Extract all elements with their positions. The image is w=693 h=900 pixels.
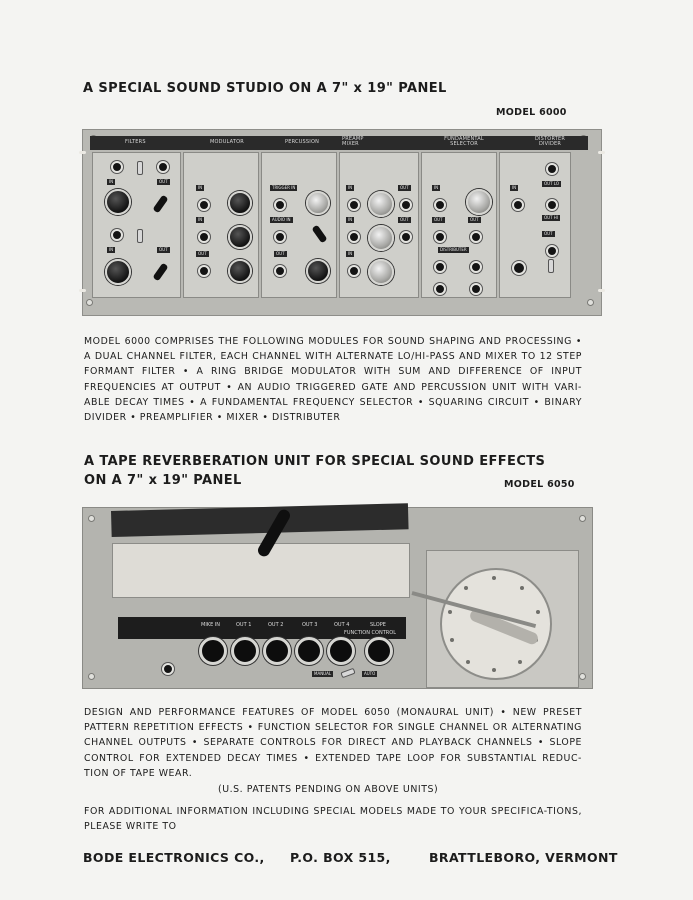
panel-screw	[587, 299, 594, 306]
section2-description: DESIGN AND PERFORMANCE FEATURES OF MODEL 6050 (MONAURAL UNIT) • NEW PRESET PATTERN REPETITION EFFECTS • FUNCTION SELECTOR FOR SINGLE CHANNEL OR ALTERNATING CHANNEL OUTPUTS • SEPARATE CONTROLS FOR DIRECT AND PLAYBACK CHANNELS • SLOPE CONTROL FOR EXTENDED DECAY TIMES • EXTENDED TAPE LOOP FOR SUBSTANTIAL REDUC-TION OF TAPE WEAR.	[84, 707, 582, 779]
audio-in-label: AUDIO IN	[272, 217, 291, 222]
input-jack	[434, 199, 446, 211]
module-distorter-divider	[499, 152, 571, 298]
control-label-strip	[118, 617, 406, 639]
in-label: IN	[348, 185, 353, 190]
out-4-knob	[327, 637, 355, 665]
toggle-switch	[137, 229, 143, 243]
module-preamp-mixer	[339, 152, 419, 298]
toggle-switch	[137, 161, 143, 175]
tape-transport-cover	[111, 503, 409, 537]
output-jack	[400, 231, 412, 243]
input-jack	[111, 161, 123, 173]
function-toggle	[340, 668, 355, 678]
out-1-label: OUT 1	[236, 622, 252, 628]
module-label-fundamental-selector: FUNDAMENTAL SELECTOR	[444, 136, 484, 147]
percussion-knob	[306, 191, 330, 215]
input-jack	[348, 231, 360, 243]
out-lo-label: OUT LO	[544, 181, 560, 186]
modulator-knob	[228, 191, 252, 215]
out-2-knob	[263, 637, 291, 665]
reel-hole	[520, 586, 524, 590]
output-jack	[434, 231, 446, 243]
contact-text: FOR ADDITIONAL INFORMATION INCLUDING SPECIAL MODELS MADE TO YOUR SPECIFICA-TIONS, PLEASE WRITE TO	[84, 806, 582, 833]
company-name: BODE ELECTRONICS CO.,	[83, 850, 265, 865]
in-label: IN	[198, 217, 203, 222]
model-6000-panel-photo	[82, 129, 602, 316]
input-jack	[111, 229, 123, 241]
output-jack	[546, 199, 558, 211]
in-label: IN	[198, 185, 203, 190]
slope-knob	[365, 637, 393, 665]
reel-hole	[464, 586, 468, 590]
in-label: IN	[512, 185, 517, 190]
filter-lever	[152, 263, 168, 282]
out-hi-label: OUT HI	[544, 215, 558, 220]
module-filters	[92, 152, 181, 298]
in-label: IN	[348, 251, 353, 256]
output-jack	[400, 199, 412, 211]
module-label-modulator: MODULATOR	[210, 139, 244, 145]
input-jack	[546, 163, 558, 175]
out-3-knob	[295, 637, 323, 665]
section2-title-line2: ON A 7" x 19" PANEL	[84, 473, 242, 488]
output-jack	[198, 265, 210, 277]
module-label-filters: FILTERS	[125, 139, 146, 145]
reel-hole	[536, 610, 540, 614]
reel-hole	[448, 610, 452, 614]
rack-ear-notch	[598, 289, 605, 292]
model-6050-panel-photo	[82, 507, 593, 689]
out-label: OUT	[276, 251, 285, 256]
mike-in-label: MIKE IN	[201, 622, 221, 628]
percussion-lever	[311, 225, 327, 244]
filter-lever	[152, 195, 168, 214]
input-jack	[198, 199, 210, 211]
input-jack	[348, 199, 360, 211]
module-title-bar	[90, 136, 588, 150]
input-jack	[512, 199, 524, 211]
po-box: P.O. BOX 515,	[290, 850, 391, 865]
out-label: OUT	[159, 179, 168, 184]
toggle-switch	[548, 259, 554, 273]
trigger-in-label: TRIGGER IN	[272, 185, 296, 190]
trigger-jack	[274, 199, 286, 211]
panel-screw	[88, 673, 95, 680]
panel-screw	[579, 673, 586, 680]
in-label: IN	[348, 217, 353, 222]
module-label-preamp-mixer: PREAMP MIXER	[342, 136, 364, 147]
module-modulator	[183, 152, 259, 298]
reel-hole	[518, 660, 522, 664]
panel-jack	[162, 663, 174, 675]
out-label: OUT	[400, 217, 409, 222]
out-label: OUT	[400, 185, 409, 190]
mike-in-knob	[199, 637, 227, 665]
out-label: OUT	[434, 217, 443, 222]
section1-title: A SPECIAL SOUND STUDIO ON A 7" x 19" PANEL	[83, 81, 447, 96]
input-jack	[198, 231, 210, 243]
manual-label: MANUAL	[314, 671, 332, 676]
section2-model-number: MODEL 6050	[504, 479, 575, 490]
selector-knob	[466, 189, 492, 215]
distributer-label: DISTRIBUTER	[440, 247, 467, 252]
module-percussion	[261, 152, 337, 298]
auto-label: AUTO	[364, 671, 376, 676]
panel-screw	[86, 299, 93, 306]
out-4-label: OUT 4	[334, 622, 350, 628]
function-control-label: FUNCTION CONTROL	[344, 630, 396, 636]
module-fundamental-selector	[421, 152, 497, 298]
rack-ear-notch	[79, 151, 86, 154]
section1-model-number: MODEL 6000	[496, 107, 567, 118]
output-jack	[546, 245, 558, 257]
panel-screw	[88, 515, 95, 522]
distributer-jack	[470, 283, 482, 295]
in-label: IN	[109, 247, 114, 252]
distributer-jack	[434, 261, 446, 273]
audio-jack	[274, 231, 286, 243]
patents-note: (U.S. PATENTS PENDING ON ABOVE UNITS)	[218, 784, 439, 795]
output-jack	[470, 231, 482, 243]
section1-description: MODEL 6000 COMPRISES THE FOLLOWING MODULES FOR SOUND SHAPING AND PROCESSING • A DUAL CHANNEL FILTER, EACH CHANNEL WITH ALTERNATE LO/HI-PASS AND MIXER TO 12 STEP FORMANT FILTER • A RING BRIDGE MODULATOR WITH SUM AND DIFFERENCE OF INPUT FREQUENCIES AT OUTPUT • AN AUDIO TRIGGERED GATE AND PERCUSSION UNIT WITH VARI-ABLE DECAY TIMES • A FUNDAMENTAL FREQUENCY SELECTOR • SQUARING CIRCUIT • BINARY DIVIDER • PREAMPLIFIER • MIXER • DISTRIBUTER	[84, 336, 582, 424]
rack-ear-notch	[598, 151, 605, 154]
module-label-distorter-divider: DISTORTER DIVIDER	[534, 136, 566, 147]
out-label: OUT	[470, 217, 479, 222]
out-label: OUT	[159, 247, 168, 252]
output-jack	[157, 161, 169, 173]
reel-hole	[492, 576, 496, 580]
rack-ear-notch	[79, 289, 86, 292]
modulator-knob	[228, 259, 252, 283]
indicator-lamp	[512, 261, 526, 275]
out-3-label: OUT 3	[302, 622, 318, 628]
in-label: IN	[109, 179, 114, 184]
slope-label: SLOPE	[370, 622, 386, 628]
distributer-jack	[434, 283, 446, 295]
out-label: OUT	[198, 251, 207, 256]
mixer-knob	[368, 191, 394, 217]
mixer-knob	[368, 259, 394, 285]
panel-screw	[579, 515, 586, 522]
mixer-knob	[368, 225, 394, 251]
out-1-knob	[231, 637, 259, 665]
input-jack	[348, 265, 360, 277]
distributer-jack	[470, 261, 482, 273]
out-label: OUT	[544, 231, 553, 236]
reel-hole	[450, 638, 454, 642]
reel-hole	[466, 660, 470, 664]
company-location: BRATTLEBORO, VERMONT	[429, 850, 618, 865]
filter-knob	[105, 259, 131, 285]
reel-hole	[492, 668, 496, 672]
percussion-knob	[306, 259, 330, 283]
modulator-knob	[228, 225, 252, 249]
module-label-percussion: PERCUSSION	[285, 139, 320, 145]
output-jack	[274, 265, 286, 277]
section2-title-line1: A TAPE REVERBERATION UNIT FOR SPECIAL SOUND EFFECTS	[84, 454, 546, 469]
out-2-label: OUT 2	[268, 622, 284, 628]
filter-knob	[105, 189, 131, 215]
in-label: IN	[434, 185, 439, 190]
